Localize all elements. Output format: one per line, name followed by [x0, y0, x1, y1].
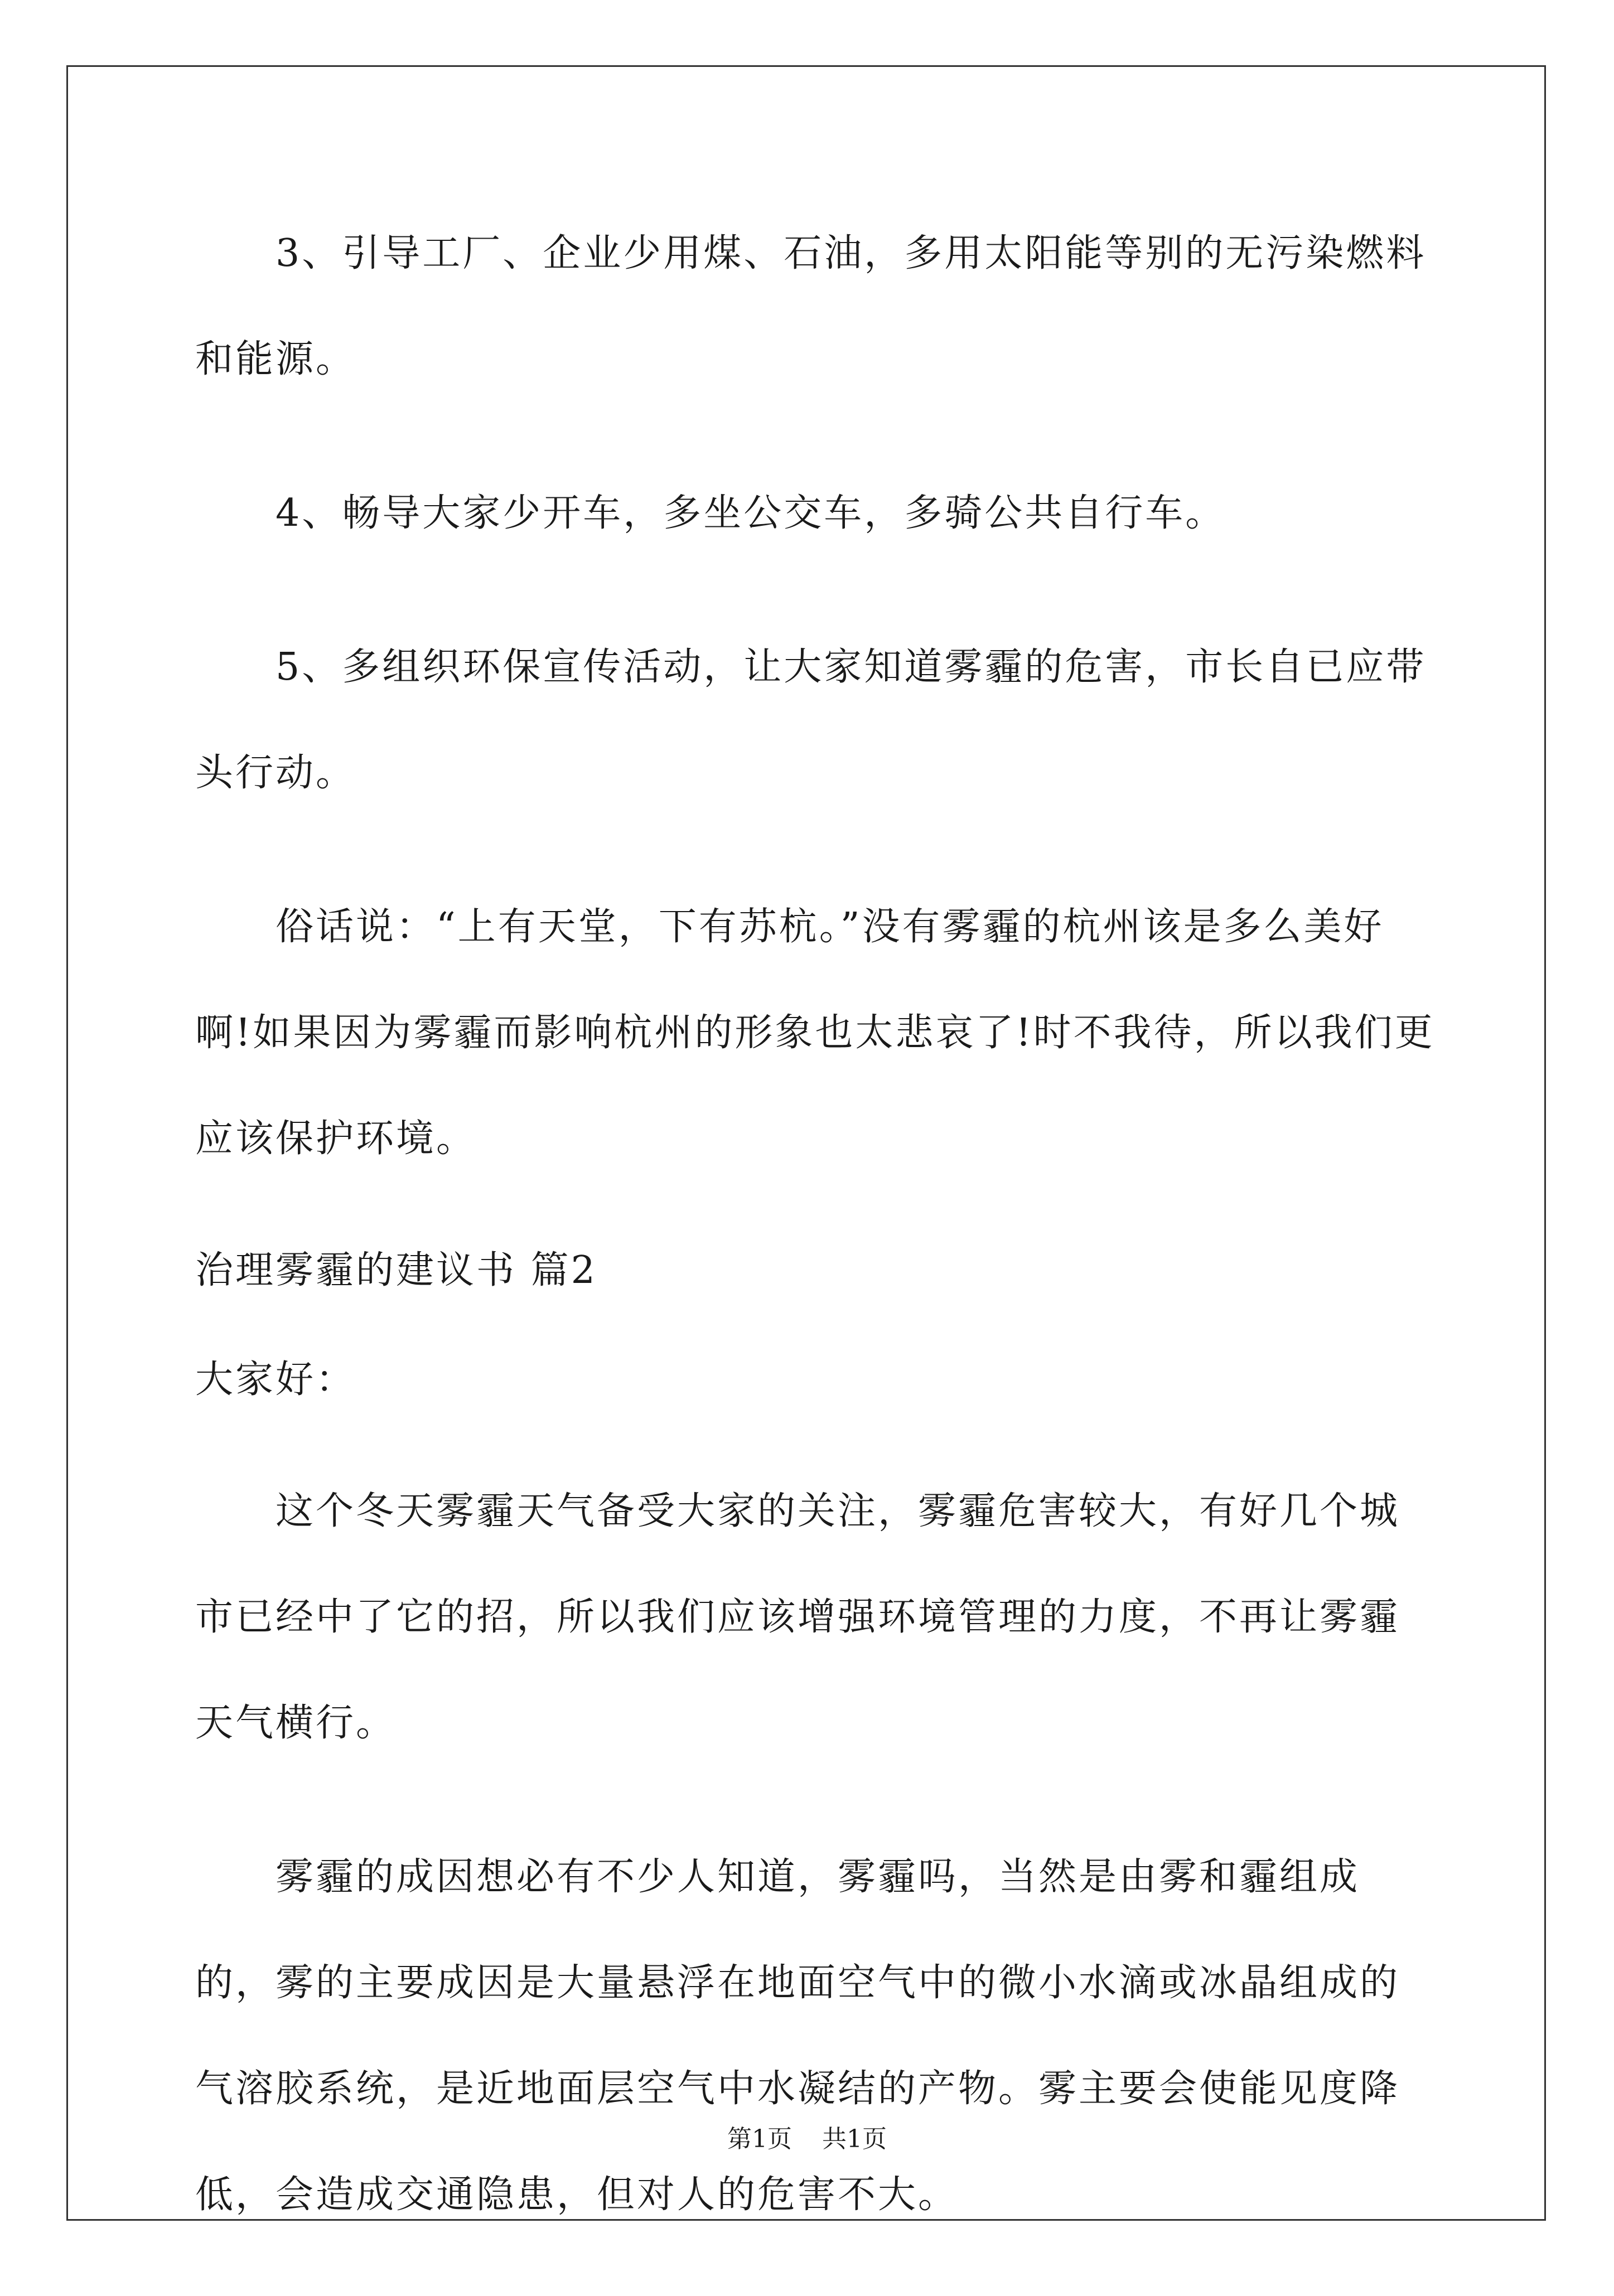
paragraph-haze-causes: 雾霾的成因想必有不少人知道，雾霾吗，当然是由雾和霾组成的，雾的主要成因是大量悬浮在地面空气中的微小水滴或冰晶组成的气溶胶系统，是近地面层空气中水凝结的产物。雾主要会使能见度降低，会造成交通隐患，但对人的危害不大。: [195, 1855, 1400, 2217]
paragraph-item-4: 4、畅导大家少开车，多坐公交车，多骑公共自行车。: [276, 491, 1226, 535]
paragraph-proverb: 俗话说：“上有天堂，下有苏杭。”没有雾霾的杭州该是多么美好啊!如果因为雾霾而影响杭州的形象也太悲哀了!时不我待，所以我们更应该保护环境。: [195, 905, 1435, 1161]
paragraph-item-3: 3、引导工厂、企业少用煤、石油，多用太阳能等别的无污染燃料和能源。: [195, 231, 1427, 381]
page-footer: [0, 2119, 1614, 2154]
page-total: 共1页: [822, 2125, 887, 2153]
paragraph-winter-haze: 这个冬天雾霾天气备受大家的关注，雾霾危害较大，有好几个城市已经中了它的招，所以我们应该增强环境管理的力度，不再让雾霾天气横行。: [195, 1489, 1400, 1745]
greeting: 大家好：: [195, 1358, 356, 1402]
page-number: 第1页: [727, 2125, 792, 2153]
document-body: [195, 201, 1439, 2296]
paragraph-item-5: 5、多组织环保宣传活动，让大家知道雾霾的危害，市长自已应带头行动。: [195, 645, 1427, 795]
section-title: 治理雾霾的建议书 篇2: [195, 1248, 597, 1292]
